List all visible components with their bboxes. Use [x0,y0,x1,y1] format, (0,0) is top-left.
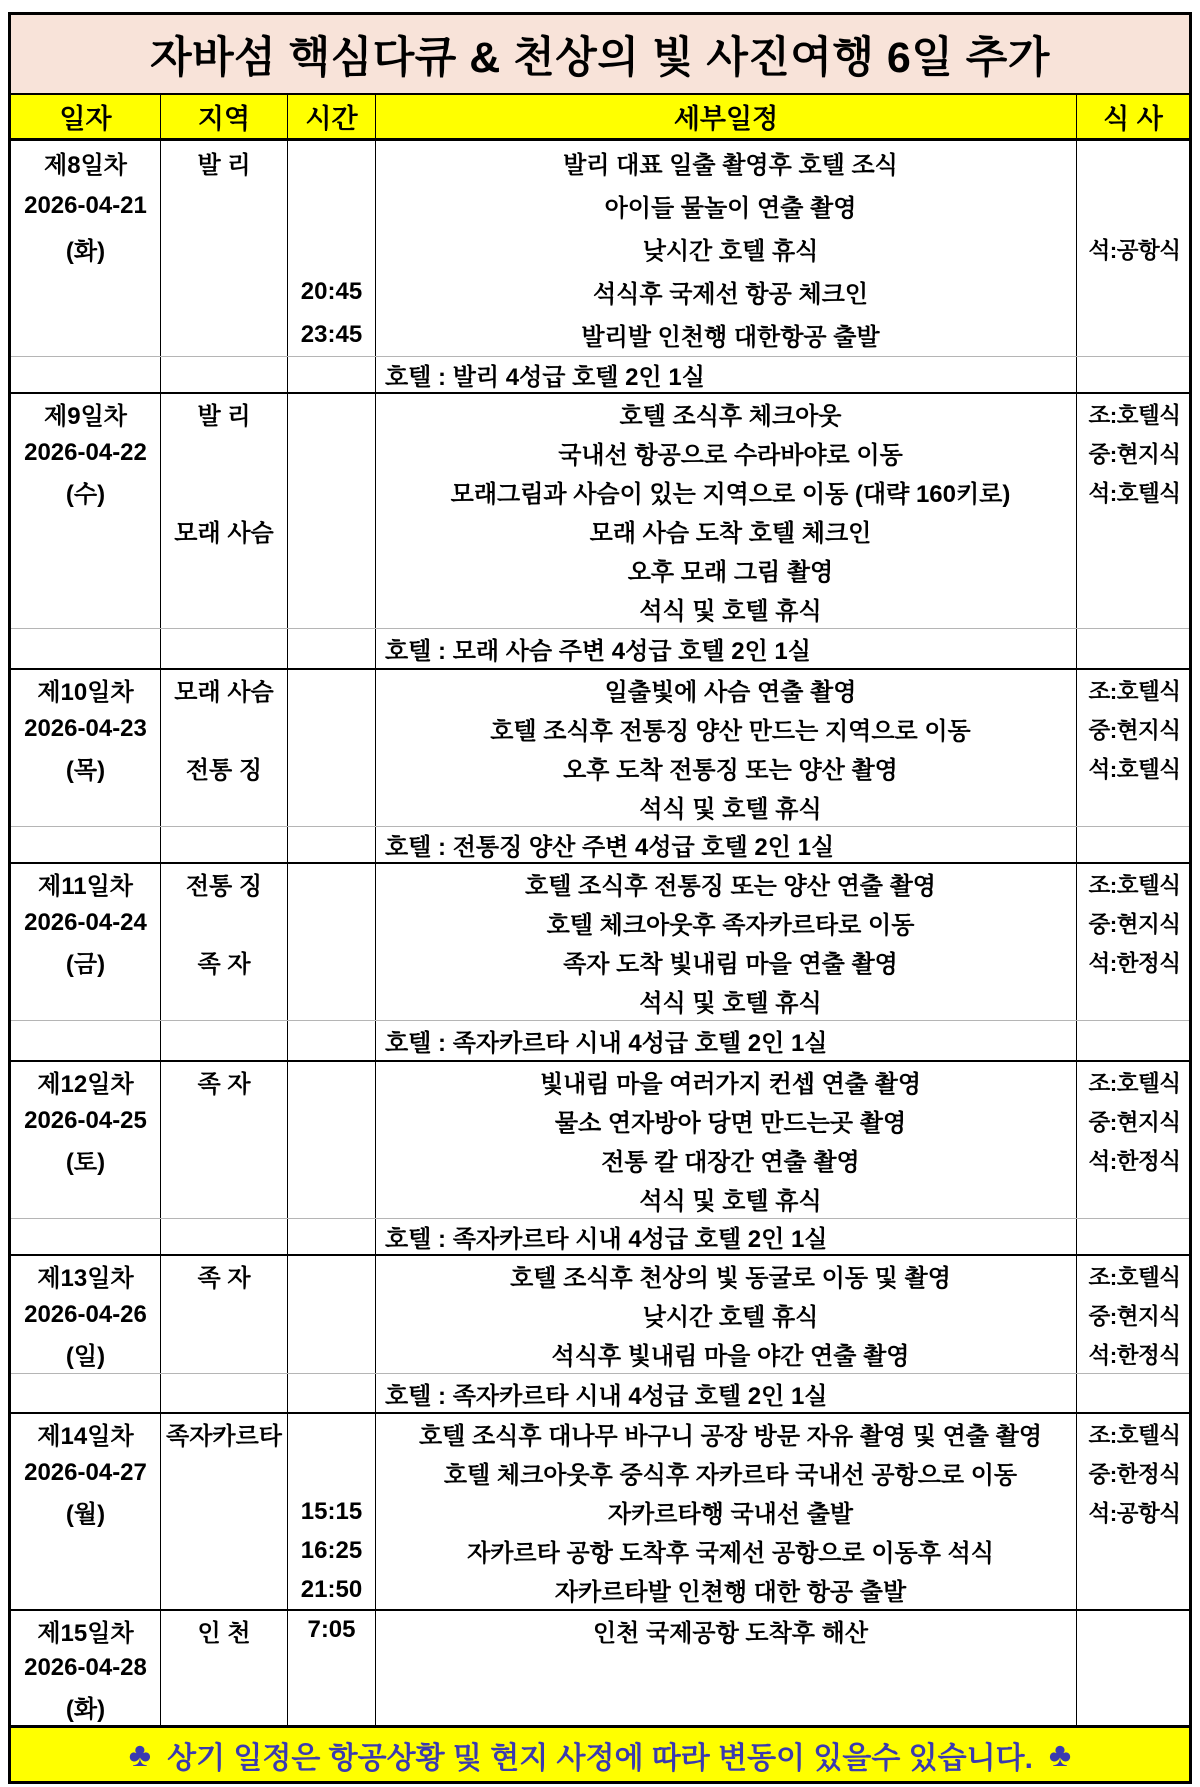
schedule-line: 자카르타 공항 도착후 국제선 공항으로 이동후 석식 [467,1540,994,1567]
hotel-empty-region [161,357,288,392]
meal-line [1132,1649,1135,1687]
weekday-line: (화) [65,1695,106,1723]
meal-line [1132,141,1135,184]
region-cell [161,1256,288,1373]
schedule-line: 석식 및 호텔 휴식 [639,990,822,1017]
time-line: 15:15 [300,1497,363,1525]
schedule-line: 발리 대표 일출 촬영후 호텔 조식 [563,152,898,179]
hotel-empty-time [288,1021,376,1060]
time-cell [288,394,376,628]
schedule-cell [376,394,1077,628]
schedule-line: 자카르타행 국내선 출발 [607,1501,854,1528]
schedule-line: 아이들 물놀이 연출 촬영 [604,195,857,222]
itinerary-section [11,1412,1189,1609]
time-cell [288,1062,376,1218]
section-main-row [11,1062,1189,1218]
time-line: 20:45 [300,277,363,305]
hotel-info: 호텔 : 전통징 양산 주변 4성급 호텔 2인 1실 [376,827,1077,862]
meal-line [1132,1531,1135,1570]
hotel-empty-time [288,629,376,668]
schedule-line: 발리발 인천행 대한항공 출발 [581,324,880,351]
meal-line: 석:한정식 [1088,1342,1181,1368]
schedule-line: 일출빛에 사슴 연출 촬영 [604,679,857,706]
hotel-empty-meal [1077,357,1189,392]
header-schedule: 세부일정 [376,95,1077,138]
schedule-line: 호텔 체크아웃후 족자카르타로 이동 [546,912,915,939]
hotel-empty-date [11,1021,161,1060]
time-cell [288,670,376,826]
schedule-cell [376,1611,1077,1725]
schedule-line: 석식 및 호텔 휴식 [639,598,822,625]
header-date: 일자 [11,95,161,138]
itinerary-section [11,141,1189,392]
hotel-empty-time [288,357,376,392]
header-meals: 식 사 [1103,104,1163,134]
meal-line [1132,313,1135,356]
meal-cell [1077,141,1189,356]
meal-line: 조:호텔식 [1088,872,1181,898]
meal-line: 석:한정식 [1088,1148,1181,1174]
meal-line [1132,1570,1135,1609]
meal-line: 중:한정식 [1088,1461,1181,1487]
meal-line [1132,1687,1135,1725]
day-line: 제9일차 [44,403,127,430]
schedule-line: 국내선 항공으로 수라바야로 이동 [558,442,903,469]
schedule-line: 호텔 조식후 천상의 빛 동굴로 이동 및 촬영 [510,1265,951,1292]
day-line: 제13일차 [37,1265,134,1292]
hotel-info: 호텔 : 발리 4성급 호텔 2인 1실 [376,357,1077,392]
schedule-line [722,1687,731,1725]
schedule-line: 오후 모래 그림 촬영 [627,559,834,586]
weekday-line: (토) [65,1149,106,1176]
date-line: 2026-04-24 [24,908,147,936]
section-main-row [11,1414,1189,1609]
date-cell [11,864,161,1020]
day-line: 제10일차 [37,679,134,706]
meal-line [1132,550,1135,589]
date-cell [11,141,161,356]
hotel-empty-meal [1077,629,1189,668]
hotel-row [11,628,1189,668]
date-line: 2026-04-28 [24,1654,147,1681]
schedule-line: 족자 도착 빛내림 마을 연출 촬영 [563,951,898,978]
itinerary-section [11,392,1189,668]
day-line: 제14일차 [37,1423,134,1450]
meal-line: 중:현지식 [1088,911,1181,937]
hotel-info: 호텔 : 족자카르타 시내 4성급 호텔 2인 1실 [376,1219,1077,1254]
schedule-line [722,1649,731,1687]
schedule-line: 석식 및 호텔 휴식 [639,1188,822,1215]
club-icon: ♣ [128,1735,152,1774]
meal-cell [1077,1414,1189,1609]
time-cell [288,864,376,1020]
meal-line: 석:호텔식 [1088,756,1181,782]
schedule-line: 모래 사슴 도착 호텔 체크인 [589,520,872,547]
meal-line [1132,981,1135,1020]
region-line: 족 자 [197,1265,251,1292]
region-line: 인 천 [197,1619,251,1647]
meal-line: 중:현지식 [1088,717,1181,743]
region-line: 족 자 [197,1071,251,1098]
schedule-cell [376,141,1077,356]
time-line: 7:05 [307,1616,356,1643]
meal-line: 석:공항식 [1088,237,1181,263]
weekday-line: (목) [65,757,106,784]
hotel-empty-meal [1077,827,1189,862]
meal-line: 중:현지식 [1088,1303,1181,1329]
time-cell [288,1611,376,1725]
hotel-info: 호텔 : 족자카르타 시내 4성급 호텔 2인 1실 [376,1374,1077,1412]
hotel-empty-date [11,1374,161,1412]
hotel-info: 호텔 : 족자카르타 시내 4성급 호텔 2인 1실 [376,1021,1077,1060]
hotel-empty-date [11,1219,161,1254]
meal-cell [1077,670,1189,826]
schedule-line: 호텔 조식후 전통징 양산 만드는 지역으로 이동 [490,718,971,745]
date-line: 2026-04-22 [24,438,147,466]
time-line: 23:45 [300,320,363,348]
schedule-line: 호텔 조식후 대나무 바구니 공장 방문 자유 촬영 및 연출 촬영 [418,1423,1043,1450]
meal-line: 조:호텔식 [1088,678,1181,704]
date-cell [11,1256,161,1373]
hotel-row [11,1373,1189,1412]
schedule-line: 물소 연자방아 당면 만드는곳 촬영 [554,1110,907,1137]
meal-line [1132,511,1135,550]
meal-cell [1077,864,1189,1020]
itinerary-section [11,1609,1189,1725]
region-cell [161,1062,288,1218]
date-line: 2026-04-26 [24,1300,147,1328]
itinerary-section [11,1254,1189,1412]
date-cell [11,394,161,628]
section-main-row [11,864,1189,1020]
meal-line [1132,1179,1135,1218]
region-cell [161,1414,288,1609]
schedule-line: 낮시간 호텔 휴식 [642,238,819,265]
hotel-empty-meal [1077,1219,1189,1254]
time-cell [288,1256,376,1373]
schedule-cell [376,1256,1077,1373]
region-line: 전통 징 [185,757,263,784]
region-line: 발 리 [197,152,251,179]
meal-line: 중:현지식 [1088,441,1181,467]
region-line: 모래 사슴 [174,679,274,706]
schedule-line: 자카르타발 인쳔행 대한 항공 출발 [554,1579,907,1606]
hotel-empty-date [11,827,161,862]
itinerary-table [8,95,1192,1728]
schedule-line: 빛내림 마을 여러가지 컨셉 연출 촬영 [539,1071,922,1098]
region-cell [161,670,288,826]
time-line: 16:25 [300,1536,363,1564]
date-line: 2026-04-21 [24,191,147,219]
schedule-line: 석식 및 호텔 휴식 [639,796,822,823]
meal-cell [1077,1062,1189,1218]
header-time: 시간 [288,95,376,138]
meal-line: 중:현지식 [1088,1109,1181,1135]
page-title: 자바섬 핵심다큐 & 천상의 빛 사진여행 6일 추가 [8,12,1192,95]
region-line: 모래 사슴 [174,520,274,547]
date-line: 2026-04-25 [24,1106,147,1134]
header-region: 지역 [161,95,288,138]
region-line: 족자카르타 [166,1423,282,1450]
section-main-row [11,670,1189,826]
region-cell [161,864,288,1020]
meal-line: 조:호텔식 [1088,1422,1181,1448]
hotel-empty-region [161,629,288,668]
weekday-line: (월) [65,1501,106,1528]
schedule-line: 호텔 체크아웃후 중식후 자카르타 국내선 공항으로 이동 [443,1462,1018,1489]
meal-line: 석:한정식 [1088,950,1181,976]
date-cell [11,670,161,826]
hotel-empty-date [11,629,161,668]
footer-notice [8,1728,1192,1784]
hotel-row [11,826,1189,862]
itinerary-body [11,141,1189,1725]
schedule-cell [376,864,1077,1020]
meal-cell [1077,394,1189,628]
meal-cell [1077,1256,1189,1373]
region-cell [161,394,288,628]
section-main-row [11,141,1189,356]
time-cell [288,141,376,356]
region-cell [161,1611,288,1725]
hotel-empty-meal [1077,1021,1189,1060]
hotel-empty-region [161,1374,288,1412]
schedule-line: 모래그림과 사슴이 있는 지역으로 이동 (대략 160키로) [450,481,1011,508]
schedule-line: 인천 국제공항 도착후 해산 [592,1619,869,1647]
day-line: 제15일차 [37,1619,134,1647]
weekday-line: (일) [65,1343,106,1370]
hotel-empty-region [161,1219,288,1254]
schedule-cell [376,1062,1077,1218]
schedule-line: 호텔 조식후 체크아웃 [619,403,842,430]
meal-line [1132,1611,1135,1649]
meal-line: 조:호텔식 [1088,1264,1181,1290]
weekday-line: (화) [65,238,106,265]
table-header-row [11,95,1189,141]
weekday-line: (수) [65,481,106,508]
date-cell [11,1414,161,1609]
hotel-info: 호텔 : 모래 사슴 주변 4성급 호텔 2인 1실 [376,629,1077,668]
schedule-cell [376,670,1077,826]
hotel-empty-time [288,1374,376,1412]
date-line: 2026-04-23 [24,714,147,742]
time-cell [288,1414,376,1609]
weekday-line: (금) [65,951,106,978]
day-line: 제8일차 [44,152,127,179]
schedule-line: 오후 도착 전통징 또는 양산 촬영 [563,757,898,784]
hotel-empty-time [288,1219,376,1254]
schedule-line: 호텔 조식후 전통징 또는 양산 연출 촬영 [525,873,936,900]
itinerary-section [11,862,1189,1060]
club-icon: ♣ [1048,1735,1072,1774]
hotel-empty-region [161,1021,288,1060]
date-cell [11,1611,161,1725]
hotel-empty-date [11,357,161,392]
hotel-row [11,356,1189,392]
hotel-empty-time [288,827,376,862]
region-line: 전통 징 [185,873,263,900]
meal-line: 석:호텔식 [1088,480,1181,506]
hotel-row [11,1218,1189,1254]
day-line: 제11일차 [38,873,133,900]
itinerary-section [11,668,1189,862]
footer-notice-text: 상기 일정은 항공상황 및 현지 사정에 따라 변동이 있을수 있습니다. [167,1741,1033,1775]
date-cell [11,1062,161,1218]
itinerary-section [11,1060,1189,1254]
schedule-line: 석식후 빛내림 마을 야간 연출 촬영 [551,1343,910,1370]
region-cell [161,141,288,356]
schedule-cell [376,1414,1077,1609]
date-line: 2026-04-27 [24,1458,147,1486]
meal-line [1132,787,1135,826]
meal-line: 조:호텔식 [1088,1070,1181,1096]
itinerary-sheet [8,12,1192,1784]
meal-line [1132,270,1135,313]
hotel-row [11,1020,1189,1060]
section-main-row [11,394,1189,628]
section-main-row [11,1256,1189,1373]
meal-line: 석:공항식 [1088,1500,1181,1526]
meal-line: 조:호텔식 [1088,402,1181,428]
day-line: 제12일차 [37,1071,134,1098]
schedule-line: 낮시간 호텔 휴식 [642,1304,819,1331]
schedule-line: 석식후 국제선 항공 체크인 [592,281,869,308]
hotel-empty-meal [1077,1374,1189,1412]
region-line: 발 리 [197,403,251,430]
meal-line [1132,589,1135,628]
hotel-empty-region [161,827,288,862]
schedule-line: 전통 칼 대장간 연출 촬영 [601,1149,860,1176]
region-line: 족 자 [197,951,251,978]
meal-line [1132,184,1135,227]
time-line: 21:50 [300,1575,363,1603]
meal-cell [1077,1611,1189,1725]
section-main-row [11,1611,1189,1725]
